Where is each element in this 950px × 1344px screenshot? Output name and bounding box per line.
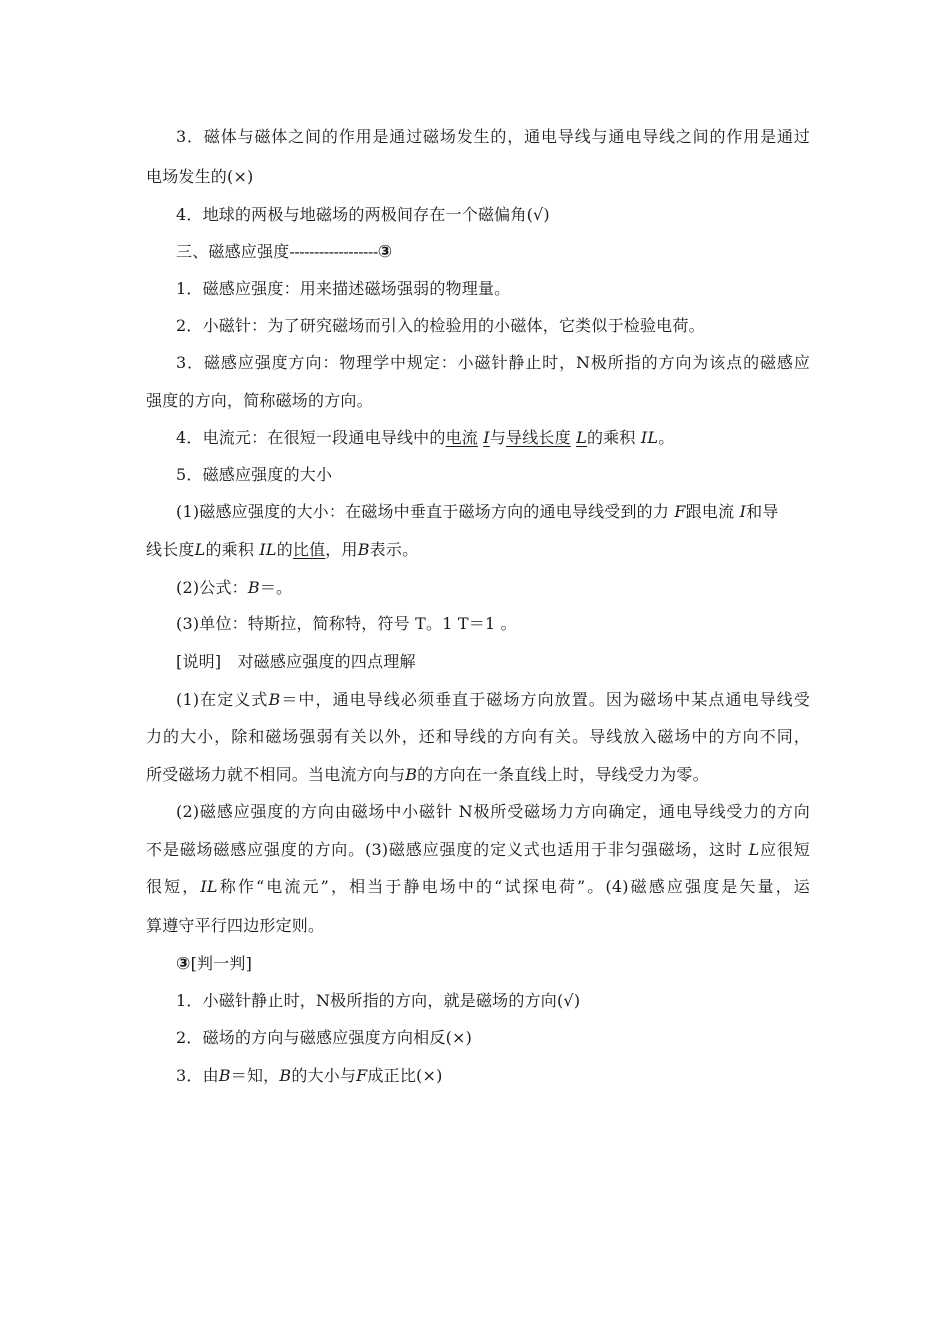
circled-number-3-icon: ③: [176, 954, 191, 974]
paragraph-line: 电场发生的(×): [146, 167, 254, 186]
judgement-item: 4．地球的两极与地磁场的两极间存在一个磁偏角(√): [176, 205, 550, 224]
paragraph-line: 线长度L的乘积 IL的比值，用B表示。: [146, 540, 419, 559]
paragraph-line: 力的大小，除和磁场强弱有关以外，还和导线的方向有关。导线放入磁场中的方向不同，: [146, 727, 810, 746]
list-item: 3．磁感应强度方向：物理学中规定：小磁针静止时，N极所指的方向为该点的磁感应: [176, 353, 810, 372]
unit-line: (3)单位：特斯拉，简称特，符号 T。1 T＝1 。: [176, 614, 517, 633]
list-item: 5．磁感应强度的大小: [176, 465, 333, 484]
formula-line: (2)公式：B＝。: [176, 578, 293, 597]
circled-number-3-icon: ③: [377, 242, 393, 262]
note-heading: [说明] 对磁感应强度的四点理解: [176, 652, 416, 671]
judgement-item: 3．由B＝知，B的大小与F成正比(×): [176, 1066, 443, 1085]
section-heading: 三、磁感应强度------------------③: [176, 242, 393, 262]
paragraph-line: 3．磁体与磁体之间的作用是通过磁场发生的，通电导线与通电导线之间的作用是通过: [176, 127, 810, 146]
list-item: 1．磁感应强度：用来描述磁场强弱的物理量。: [176, 279, 511, 298]
paragraph-line: (1)磁感应强度的大小：在磁场中垂直于磁场方向的通电导线受到的力 F跟电流 I和导: [176, 502, 779, 521]
paragraph-line: 所受磁场力就不相同。当电流方向与B的方向在一条直线上时，导线受力为零。: [146, 765, 709, 784]
paragraph-line: 很短，IL称作“电流元”，相当于静电场中的“试探电荷”。(4)磁感应强度是矢量，运: [146, 877, 810, 896]
judgement-item: 1．小磁针静止时，N极所指的方向，就是磁场的方向(√): [176, 991, 581, 1010]
paragraph-line: (2)磁感应强度的方向由磁场中小磁针 N极所受磁场力方向确定，通电导线受力的方向: [176, 802, 810, 821]
paragraph-line: 算遵守平行四边形定则。: [146, 916, 325, 935]
list-item: 4．电流元：在很短一段通电导线中的电流 I与导线长度 L的乘积 IL。: [176, 428, 675, 447]
paragraph-line: 强度的方向，简称磁场的方向。: [146, 391, 373, 410]
paragraph-line: 不是磁场磁感应强度的方向。(3)磁感应强度的定义式也适用于非匀强磁场，这时 L应很短: [146, 840, 810, 859]
paragraph-line: (1)在定义式B＝中，通电导线必须垂直于磁场方向放置。因为磁场中某点通电导线受: [176, 690, 810, 709]
list-item: 2．小磁针：为了研究磁场而引入的检验用的小磁体，它类似于检验电荷。: [176, 316, 705, 335]
judge-heading: ③[判一判]: [176, 954, 253, 974]
judgement-item: 2．磁场的方向与磁感应强度方向相反(×): [176, 1028, 473, 1047]
